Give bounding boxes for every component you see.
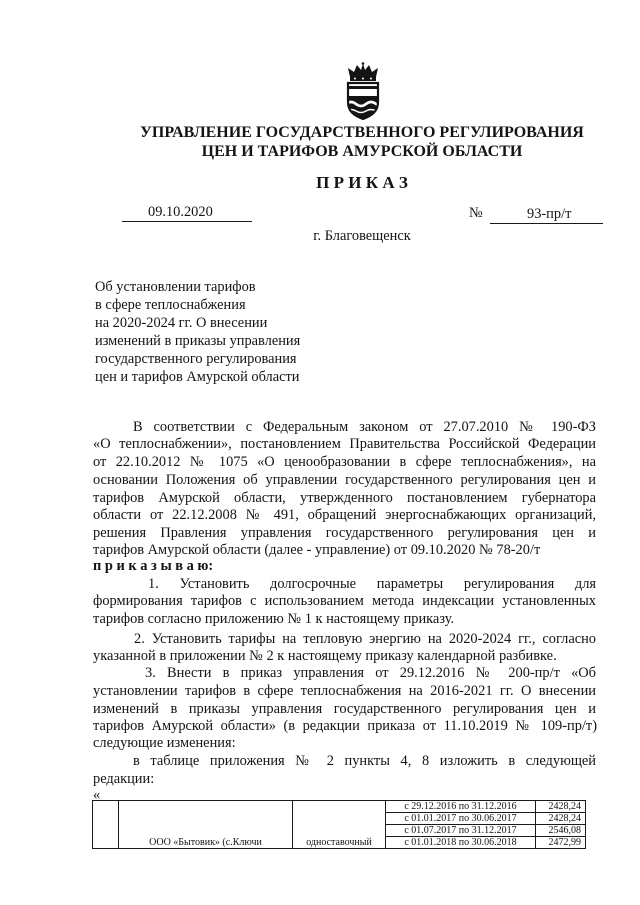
preamble-line: тарифов Амурской области (далее - управление) от 09.10.2020 № 78-20/т (93, 542, 541, 558)
period-cell: с 01.01.2018 по 30.06.2018 (386, 837, 536, 849)
number-sign: № (469, 205, 483, 221)
tariff-table (92, 800, 586, 849)
period-cell: с 01.01.2017 по 30.06.2017 (386, 813, 536, 825)
clause-2-line: 2. Установить тарифы на тепловую энергию на 2020-2024 гг., согласно (134, 631, 596, 647)
subject-line: государственного регулирования (95, 351, 297, 367)
tariff-value-cell: 2546,08 (536, 825, 586, 837)
subject-line: на 2020-2024 гг. О внесении (95, 315, 268, 331)
clause-3-line: следующие изменения: (93, 735, 236, 751)
organization-cell: ООО «Бытовик» (с.Ключи (119, 801, 293, 849)
tariff-value-cell: 2472,99 (536, 837, 586, 849)
preamble-line: «О теплоснабжении», постановлением Правительства Российской Федерации (93, 436, 596, 452)
tariff-value-cell: 2428,24 (536, 813, 586, 825)
clause-1-line: тарифов согласно приложению № 1 к настоящему приказу. (93, 611, 455, 627)
preamble-line: от 22.10.2012 № 1075 «О ценообразовании в сфере теплоснабжения», на (93, 454, 596, 470)
table-row (93, 801, 586, 813)
clause-1-line: формирования тарифов с использованием метода индексации установленных (93, 593, 596, 609)
subject-line: цен и тарифов Амурской области (95, 369, 300, 385)
tariff-type-cell: одноставочный (293, 801, 386, 849)
period-cell: с 29.12.2016 по 31.12.2016 (386, 801, 536, 813)
organization-name-line-2: ЦЕН И ТАРИФОВ АМУРСКОЙ ОБЛАСТИ (201, 143, 523, 160)
tariff-value-cell: 2428,24 (536, 801, 586, 813)
clause-3-line: 3. Внести в приказ управления от 29.12.2016 № 200-пр/т «Об (145, 665, 596, 681)
order-heading: п р и к а з ы в а ю: (93, 558, 214, 574)
row-number-cell (93, 801, 119, 849)
preamble-line: области от 22.12.2008 № 491, обращений энергоснабжающих организаций, (93, 507, 596, 523)
document-number-field (490, 206, 603, 224)
clause-3-line: изменений в приказы управления государственного регулирования цен и (93, 701, 596, 717)
preamble-line: тарифов Амурской области, утвержденного постановлением губернатора (93, 490, 596, 506)
clause-3-line: установлении тарифов в сфере теплоснабжения на 2016-2021 гг. О внесении (93, 683, 596, 699)
subject-line: Об установлении тарифов (95, 279, 256, 295)
document-date: 09.10.2020 (148, 204, 213, 220)
opening-quote-mark: « (93, 787, 101, 803)
clause-2-line: указанной в приложении № 2 к настоящему приказу календарной разбивке. (93, 648, 557, 664)
preamble-line: В соответствии с Федеральным законом от 27.07.2010 № 190-ФЗ (133, 419, 596, 435)
document-type-title: П Р И К А З (316, 173, 408, 192)
period-cell: с 01.07.2017 по 31.12.2017 (386, 825, 536, 837)
organization-name-line-1: УПРАВЛЕНИЕ ГОСУДАРСТВЕННОГО РЕГУЛИРОВАНИЯ (140, 124, 584, 141)
coat-of-arms-icon (343, 62, 383, 120)
document-number: 93-пр/т (527, 206, 572, 222)
table-intro-line: редакции: (93, 771, 155, 787)
table-intro-line: в таблице приложения № 2 пункты 4, 8 изложить в следующей (133, 753, 596, 769)
subject-line: изменений в приказы управления (95, 333, 301, 349)
preamble-line: решения Правления управления государственного регулирования цен и (93, 525, 596, 541)
subject-line: в сфере теплоснабжения (95, 297, 246, 313)
clause-1-line: 1. Установить долгосрочные параметры регулирования для (148, 576, 596, 592)
clause-3-line: тарифов Амурской области» (в редакции приказа от 11.10.2019 № 109-пр/т) (93, 718, 597, 734)
document-date-field (122, 204, 252, 222)
city-line: г. Благовещенск (313, 228, 411, 244)
preamble-line: основании Положения об управлении государственного регулирования цен и (93, 472, 596, 488)
